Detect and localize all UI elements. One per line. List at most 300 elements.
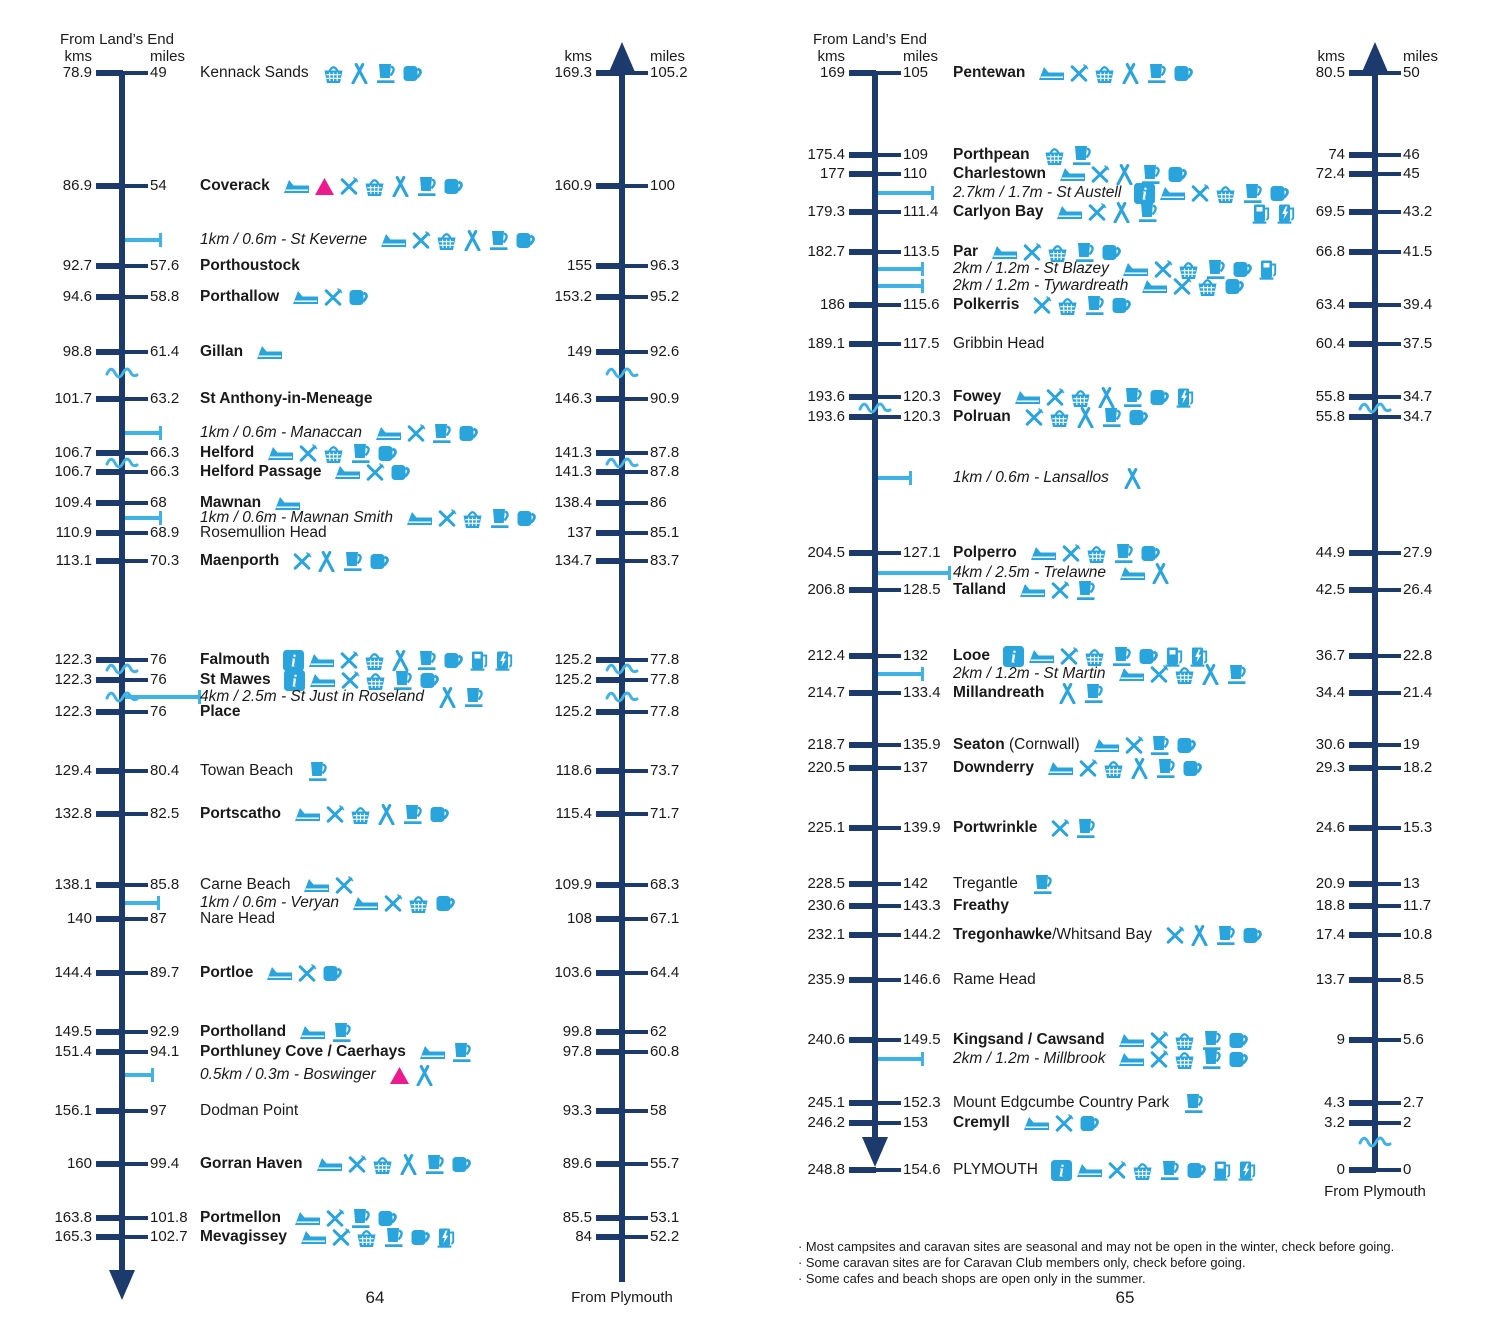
kms-value: 101.7 (54, 390, 92, 407)
ferry-squiggle-icon (605, 661, 639, 675)
distance-tick (1349, 1120, 1376, 1126)
tent-icon (349, 63, 370, 84)
distance-tick (622, 812, 648, 816)
bed-icon (352, 893, 379, 913)
crossed-cutlery-icon (1124, 735, 1144, 755)
remaining-kms-value: 137 (566, 524, 592, 541)
bed-icon (1030, 543, 1057, 563)
distance-tick (875, 1121, 901, 1125)
remaining-kms-value: 9 (1336, 1031, 1345, 1048)
remaining-miles-value: 27.9 (1403, 544, 1433, 561)
distance-tick (1349, 341, 1376, 347)
youth-hostel-triangle-icon (314, 177, 335, 196)
distance-tick (622, 1162, 648, 1166)
distance-tick (122, 1109, 148, 1113)
spur-end-tick (948, 566, 951, 580)
miles-value: 144.2 (903, 926, 941, 943)
distance-tick (875, 1168, 901, 1172)
kms-value: 129.4 (54, 762, 92, 779)
kms-value: 169 (819, 64, 845, 81)
distance-tick (875, 395, 901, 399)
distance-tick (1375, 153, 1401, 157)
axis-destination-label: From Plymouth (1324, 1183, 1426, 1200)
remaining-kms-value: 138.4 (554, 494, 592, 511)
distance-tick (122, 1235, 148, 1239)
bed-icon (419, 1042, 446, 1062)
bed-icon (316, 1154, 343, 1174)
fuel-pump-icon (1212, 1159, 1233, 1181)
cafe-mug-icon (1148, 388, 1171, 407)
kms-value: 240.6 (807, 1031, 845, 1048)
shopping-basket-icon (371, 1154, 394, 1175)
kms-column-label: kms (1317, 48, 1345, 65)
place-row (200, 760, 333, 782)
distance-tick (96, 469, 123, 475)
remaining-miles-value: 77.8 (650, 703, 680, 720)
remaining-kms-value: 149 (566, 343, 592, 360)
tent-icon (398, 1154, 419, 1175)
miles-value: 89.7 (150, 964, 180, 981)
remaining-kms-value: 34.4 (1315, 684, 1345, 701)
place-row (953, 924, 1268, 946)
spur-end-tick (159, 426, 162, 440)
spur-line (125, 1073, 153, 1077)
distance-tick (1349, 1167, 1376, 1173)
ev-charging-icon (1276, 202, 1297, 224)
distance-tick (849, 1037, 876, 1043)
tent-icon (1096, 387, 1117, 408)
spur-label: 4km / 2.5m - Trelawne (953, 564, 1107, 581)
miles-value: 101.8 (150, 1209, 188, 1226)
pub-glass-icon (1214, 925, 1237, 946)
cafe-mug-icon (347, 288, 370, 307)
distance-tick (849, 1100, 876, 1106)
cafe-mug-icon (389, 463, 412, 482)
bed-icon (308, 650, 335, 670)
crossed-cutlery-icon (1190, 183, 1210, 203)
place-name: Portloe (200, 964, 254, 981)
distance-tick (849, 302, 876, 308)
bed-icon (266, 963, 293, 983)
shopping-basket-icon (1093, 63, 1116, 84)
kms-value: 163.8 (54, 1209, 92, 1226)
cafe-mug-icon (1227, 1031, 1250, 1050)
pub-glass-icon (330, 1022, 353, 1043)
distance-tick (622, 184, 648, 188)
miles-value: 153 (903, 1114, 929, 1131)
crossed-cutlery-icon (1107, 1160, 1127, 1180)
bed-icon (1038, 63, 1065, 83)
distance-tick (875, 303, 901, 307)
distance-tick (1375, 250, 1401, 254)
place-row (953, 579, 1101, 601)
place-name: Carne Beach (200, 876, 291, 893)
cafe-mug-icon (1110, 296, 1133, 315)
miles-value: 142 (903, 875, 929, 892)
remaining-kms-value: 74 (1328, 146, 1345, 163)
spur-line (878, 1057, 923, 1061)
place-row (953, 294, 1137, 316)
crossed-cutlery-icon (331, 1227, 351, 1247)
miles-value: 76 (150, 671, 167, 688)
distance-tick (1349, 690, 1376, 696)
crossed-cutlery-icon (1061, 543, 1081, 563)
place-row (953, 873, 1058, 895)
svg-text:i: i (1142, 184, 1148, 203)
svg-text:i: i (291, 671, 297, 690)
place-name: Portmellon (200, 1209, 281, 1226)
miles-value: 117.5 (903, 335, 940, 352)
distance-tick (875, 743, 901, 747)
tent-icon (1075, 407, 1096, 428)
cafe-mug-icon (1175, 736, 1198, 755)
distance-tick (596, 709, 623, 715)
tent-icon (437, 687, 458, 708)
place-name: Portwrinkle (953, 819, 1038, 836)
distance-tick (622, 264, 648, 268)
spur-line (125, 431, 161, 435)
footnote-2: · Some caravan sites are for Caravan Club members only, check before going. (798, 1255, 1246, 1270)
cafe-mug-icon (1127, 408, 1150, 427)
distance-tick (122, 470, 148, 474)
remaining-miles-value: 55.7 (650, 1155, 680, 1172)
remaining-miles-value: 39.4 (1403, 296, 1433, 313)
distance-tick (1375, 210, 1401, 214)
distance-tick (622, 71, 648, 75)
bed-icon (283, 176, 310, 196)
spur-label: 0.5km / 0.3m - Boswinger (200, 1066, 376, 1083)
miles-value: 99.4 (150, 1155, 180, 1172)
spur-end-tick (921, 667, 924, 681)
kms-value: 156.1 (54, 1102, 92, 1119)
kms-value: 189.1 (807, 335, 845, 352)
distance-tick (96, 530, 123, 536)
distance-tick (596, 811, 623, 817)
spur-line (878, 476, 911, 480)
cafe-mug-icon (428, 805, 451, 824)
ev-charging-icon (1237, 1159, 1258, 1181)
spur-label: 2km / 1.2m - St Blazey (953, 260, 1109, 277)
place-name: Mount Edgcumbe Country Park (953, 1094, 1170, 1111)
pub-glass-icon (1241, 183, 1264, 204)
remaining-miles-value: 46 (1403, 146, 1420, 163)
crossed-cutlery-icon (325, 1208, 345, 1228)
place-name: Dodman Point (200, 1102, 299, 1119)
spur-end-tick (151, 1068, 154, 1082)
remaining-miles-value: 105.2 (650, 64, 688, 81)
spur-row-wrapped-icons (1251, 202, 1301, 224)
distance-tick (122, 883, 148, 887)
kms-value: 149.5 (54, 1023, 92, 1040)
distance-tick (622, 710, 648, 714)
kms-value: 132.8 (54, 805, 92, 822)
distance-tick (96, 263, 123, 269)
crossed-cutlery-icon (347, 1154, 367, 1174)
distance-tick (1349, 903, 1376, 909)
crossed-cutlery-icon (1149, 1030, 1169, 1050)
cafe-mug-icon (376, 444, 399, 463)
place-row (953, 406, 1154, 428)
distance-tick (596, 70, 623, 76)
ferry-squiggle-icon (605, 689, 639, 703)
distance-tick (1375, 1038, 1401, 1042)
distance-tick (596, 500, 623, 506)
place-name: Tregonhawke/Whitsand Bay (953, 926, 1152, 943)
axis-origin-label: From Land’s End (60, 31, 174, 48)
crossed-cutlery-icon (411, 230, 431, 250)
remaining-miles-value: 15.3 (1403, 819, 1433, 836)
ferry-squiggle-icon (1358, 1134, 1392, 1148)
spur-end-tick (909, 471, 912, 485)
place-row (200, 341, 287, 363)
remaining-kms-value: 72.4 (1315, 165, 1345, 182)
distance-tick (622, 531, 648, 535)
footnote-1: · Most campsites and caravan sites are seasonal and may not be open in the winter, check before going. (798, 1239, 1395, 1254)
cafe-mug-icon (1078, 1114, 1101, 1133)
distance-tick (622, 397, 648, 401)
distance-tick (849, 653, 876, 659)
cafe-mug-icon (434, 894, 457, 913)
distance-tick (875, 250, 901, 254)
place-name: Rosemullion Head (200, 524, 327, 541)
distance-tick (875, 978, 901, 982)
place-name: Tregantle (953, 875, 1018, 892)
bed-icon (1014, 387, 1041, 407)
place-row (200, 388, 386, 410)
kms-value: 225.1 (807, 819, 845, 836)
distance-tick (1375, 172, 1401, 176)
bed-icon (1118, 1049, 1145, 1069)
shopping-basket-icon (1085, 543, 1108, 564)
pub-glass-icon (1200, 1049, 1223, 1070)
shopping-basket-icon (1131, 1160, 1154, 1181)
distance-tick (122, 184, 148, 188)
remaining-miles-value: 18.2 (1403, 759, 1433, 776)
axis-line (1372, 66, 1378, 1172)
tent-icon (462, 230, 483, 251)
miles-value: 58.8 (150, 288, 180, 305)
distance-tick (1349, 171, 1376, 177)
distance-tick (122, 451, 148, 455)
ev-charging-icon (494, 649, 515, 671)
distance-tick (96, 396, 123, 402)
place-name: Gribbin Head (953, 335, 1045, 352)
pub-glass-icon (415, 650, 438, 671)
distance-tick (875, 826, 901, 830)
tent-icon (1120, 63, 1141, 84)
kms-value: 230.6 (807, 897, 845, 914)
remaining-miles-value: 100 (650, 177, 676, 194)
distance-tick (596, 916, 623, 922)
place-row (200, 522, 340, 544)
place-row (200, 1226, 461, 1248)
cafe-mug-icon (1241, 926, 1264, 945)
distance-tick (875, 933, 901, 937)
distance-tick (596, 263, 623, 269)
miles-value: 135.9 (903, 736, 941, 753)
distance-tick (1349, 249, 1376, 255)
miles-value: 120.3 (903, 408, 941, 425)
remaining-kms-value: 69.5 (1315, 203, 1345, 220)
cafe-mug-icon (1181, 759, 1204, 778)
place-name: Portscatho (200, 805, 281, 822)
bed-icon (375, 423, 402, 443)
place-name: Fowey (953, 388, 1002, 405)
cafe-mug-icon (1185, 1161, 1208, 1180)
page-number-65: 65 (1115, 1288, 1135, 1307)
crossed-cutlery-icon (1032, 295, 1052, 315)
remaining-kms-value: 141.3 (554, 444, 592, 461)
distance-tick (122, 812, 148, 816)
remaining-miles-value: 21.4 (1403, 684, 1433, 701)
spur-row (953, 1048, 1254, 1070)
distance-tick (122, 917, 148, 921)
distance-tick (596, 1108, 623, 1114)
distance-tick (1375, 415, 1401, 419)
kms-column-label: kms (64, 48, 92, 65)
cafe-mug-icon (368, 552, 391, 571)
cafe-mug-icon (1172, 64, 1195, 83)
svg-text:i: i (290, 651, 296, 670)
remaining-miles-value: 90.9 (650, 390, 680, 407)
cafe-mug-icon (457, 424, 480, 443)
kms-value: 248.8 (807, 1161, 845, 1178)
tent-icon (1057, 683, 1078, 704)
bed-icon (1093, 735, 1120, 755)
pub-glass-icon (1082, 683, 1105, 704)
miles-value: 139.9 (903, 819, 941, 836)
shopping-basket-icon (1048, 407, 1071, 428)
remaining-miles-value: 2.7 (1403, 1094, 1424, 1111)
remaining-miles-value: 62 (650, 1023, 667, 1040)
place-name: Place (200, 703, 241, 720)
pub-glass-icon (1100, 407, 1123, 428)
distance-tick (849, 152, 876, 158)
remaining-kms-value: 80.5 (1315, 64, 1345, 81)
miles-value: 154.6 (903, 1161, 941, 1178)
crossed-cutlery-icon (437, 508, 457, 528)
distance-tick (1375, 551, 1401, 555)
distance-tick (622, 917, 648, 921)
crossed-cutlery-icon (1165, 925, 1185, 945)
place-row (200, 962, 348, 984)
place-row (953, 333, 1057, 355)
kms-column-label: kms (564, 48, 592, 65)
bed-icon (1047, 758, 1074, 778)
place-row (200, 1153, 477, 1175)
distance-tick (875, 1101, 901, 1105)
distance-tick (1375, 654, 1401, 658)
distance-tick (1349, 977, 1376, 983)
remaining-kms-value: 55.8 (1315, 388, 1345, 405)
bed-icon (294, 1208, 321, 1228)
miles-value: 57.6 (150, 257, 180, 274)
remaining-kms-value: 93.3 (562, 1102, 592, 1119)
remaining-miles-value: 87.8 (650, 463, 680, 480)
bed-icon (300, 1227, 327, 1247)
shopping-basket-icon (363, 176, 386, 197)
distance-tick (596, 1234, 623, 1240)
distance-tick (96, 657, 123, 663)
place-row (953, 969, 1049, 991)
kms-value: 179.3 (807, 203, 845, 220)
kms-value: 182.7 (807, 243, 845, 260)
remaining-kms-value: 0 (1336, 1161, 1345, 1178)
distance-tick (875, 882, 901, 886)
tent-icon (390, 176, 411, 197)
kms-value: 220.5 (807, 759, 845, 776)
distance-tick (122, 295, 148, 299)
distance-tick (849, 394, 876, 400)
remaining-miles-value: 22.8 (1403, 647, 1433, 664)
place-name: Talland (953, 581, 1007, 598)
place-row (953, 895, 1022, 917)
spur-end-tick (921, 1052, 924, 1066)
distance-tick (96, 1108, 123, 1114)
miles-value: 80.4 (150, 762, 180, 779)
spur-line (878, 191, 933, 195)
miles-column-label: miles (903, 48, 939, 65)
pub-glass-icon (341, 551, 364, 572)
ferry-squiggle-icon (105, 661, 139, 675)
shopping-basket-icon (407, 893, 430, 914)
distance-tick (596, 349, 623, 355)
pub-glass-icon (462, 687, 485, 708)
remaining-kms-value: 125.2 (554, 703, 592, 720)
distance-tick (596, 1049, 623, 1055)
remaining-kms-value: 24.6 (1315, 819, 1345, 836)
miles-value: 115.6 (903, 296, 940, 313)
place-row (200, 255, 313, 277)
distance-tick (849, 825, 876, 831)
miles-value: 94.1 (150, 1043, 180, 1060)
distance-tick (849, 414, 876, 420)
miles-value: 102.7 (150, 1228, 188, 1245)
kms-value: 160 (66, 1155, 92, 1172)
place-name: Pentewan (953, 64, 1026, 81)
distance-tick (122, 559, 148, 563)
distance-tick (596, 677, 623, 683)
miles-column-label: miles (150, 48, 186, 65)
crossed-cutlery-icon (1078, 758, 1098, 778)
remaining-miles-value: 8.5 (1403, 971, 1424, 988)
crossed-cutlery-icon (1024, 407, 1044, 427)
distance-tick (96, 916, 123, 922)
kms-value: 94.6 (62, 288, 92, 305)
tent-icon (376, 804, 397, 825)
remaining-kms-value: 3.2 (1324, 1114, 1345, 1131)
place-row (200, 461, 416, 483)
distance-tick (849, 249, 876, 255)
place-row (200, 701, 254, 723)
distance-tick (622, 1216, 648, 1220)
shopping-basket-icon (1173, 664, 1196, 685)
kms-value: 193.6 (807, 388, 845, 405)
spur-label: 4km / 2.5m - St Just in Roseland (200, 688, 424, 705)
distance-tick (849, 70, 876, 76)
spur-line (125, 238, 161, 242)
spur-line (125, 901, 159, 905)
remaining-miles-value: 73.7 (650, 762, 680, 779)
kms-value: 165.3 (54, 1228, 92, 1245)
distance-tick (596, 1029, 623, 1035)
distance-tick (596, 657, 623, 663)
kms-value: 92.7 (62, 257, 92, 274)
miles-value: 82.5 (150, 805, 180, 822)
spur-line (878, 672, 923, 676)
pub-glass-icon (415, 176, 438, 197)
cafe-mug-icon (376, 1209, 399, 1228)
